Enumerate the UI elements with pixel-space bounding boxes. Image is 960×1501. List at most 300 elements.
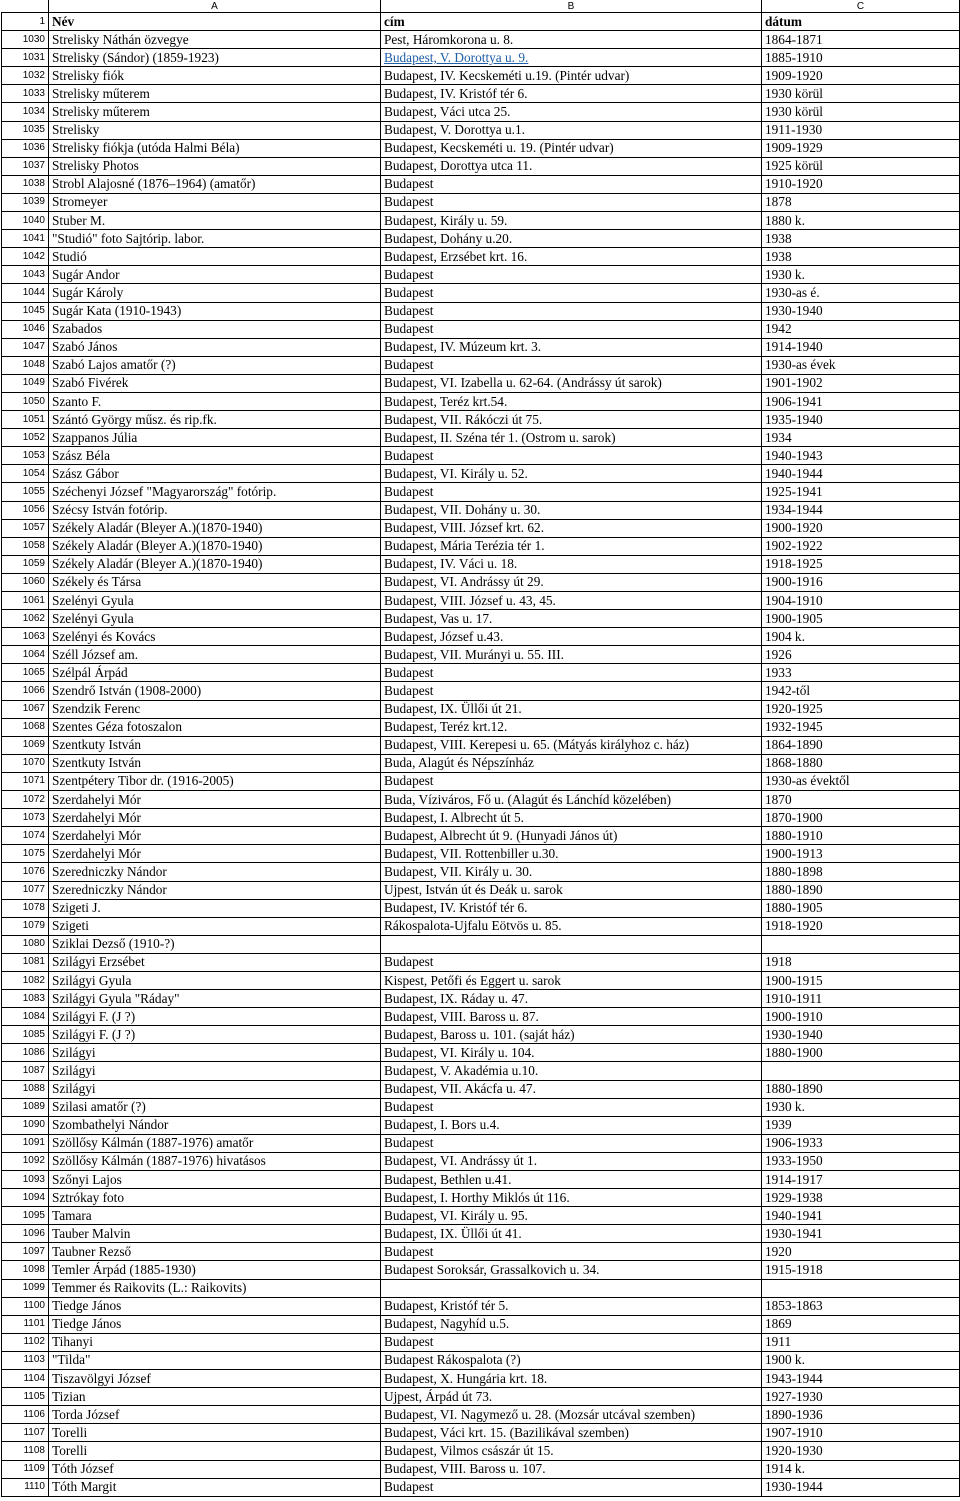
name-cell[interactable]: Széll József am.: [49, 646, 381, 664]
date-cell[interactable]: 1935-1940: [762, 411, 960, 429]
row-number[interactable]: 1033: [2, 85, 49, 103]
row-number[interactable]: 1064: [2, 646, 49, 664]
name-cell[interactable]: Szabó János: [49, 338, 381, 356]
row-number[interactable]: 1069: [2, 736, 49, 754]
date-cell[interactable]: 1900-1910: [762, 1008, 960, 1026]
address-cell[interactable]: Budapest, IV. Kristóf tér 6.: [381, 899, 762, 917]
name-cell[interactable]: Szanto F.: [49, 392, 381, 410]
address-cell[interactable]: Kispest, Petőfi és Eggert u. sarok: [381, 971, 762, 989]
name-cell[interactable]: Szeredniczky Nándor: [49, 863, 381, 881]
row-number[interactable]: 1106: [2, 1406, 49, 1424]
date-cell[interactable]: 1880-1905: [762, 899, 960, 917]
name-cell[interactable]: Széchenyi József "Magyarország" fotórip.: [49, 483, 381, 501]
date-cell[interactable]: 1930 körül: [762, 85, 960, 103]
address-cell[interactable]: Budapest, V. Dorottya u. 9.: [381, 49, 762, 67]
address-cell[interactable]: Budapest, VII. Dohány u. 30.: [381, 501, 762, 519]
address-cell[interactable]: Budapest: [381, 266, 762, 284]
address-cell[interactable]: Pest, Háromkorona u. 8.: [381, 31, 762, 49]
date-cell[interactable]: 1911-1930: [762, 121, 960, 139]
name-cell[interactable]: Tizian: [49, 1388, 381, 1406]
row-number[interactable]: 1044: [2, 284, 49, 302]
address-cell[interactable]: Budapest, Mária Terézia tér 1.: [381, 537, 762, 555]
date-cell[interactable]: 1853-1863: [762, 1297, 960, 1315]
name-cell[interactable]: Strobl Alajosné (1876–1964) (amatőr): [49, 175, 381, 193]
date-cell[interactable]: 1920-1925: [762, 700, 960, 718]
row-number[interactable]: 1097: [2, 1243, 49, 1261]
column-letter-c[interactable]: C: [762, 0, 960, 13]
date-cell[interactable]: 1868-1880: [762, 754, 960, 772]
row-number[interactable]: 1096: [2, 1225, 49, 1243]
address-cell[interactable]: Budapest, Nagyhíd u.5.: [381, 1315, 762, 1333]
date-cell[interactable]: 1880 k.: [762, 212, 960, 230]
name-cell[interactable]: Szilágyi Gyula "Ráday": [49, 990, 381, 1008]
date-cell[interactable]: [762, 1279, 960, 1297]
name-cell[interactable]: Szilágyi Erzsébet: [49, 953, 381, 971]
name-cell[interactable]: Szilágyi F. (J ?): [49, 1026, 381, 1044]
date-cell[interactable]: 1900-1905: [762, 610, 960, 628]
address-cell[interactable]: Budapest: [381, 1478, 762, 1496]
row-number[interactable]: 1043: [2, 266, 49, 284]
date-cell[interactable]: 1914-1917: [762, 1171, 960, 1189]
row-number[interactable]: 1091: [2, 1134, 49, 1152]
address-cell[interactable]: Budapest, Váci krt. 15. (Bazilikával szemben): [381, 1424, 762, 1442]
date-cell[interactable]: 1934-1944: [762, 501, 960, 519]
address-cell[interactable]: Budapest, VI. Király u. 95.: [381, 1207, 762, 1225]
address-cell[interactable]: Budapest, VII. Akácfa u. 47.: [381, 1080, 762, 1098]
row-number[interactable]: 1038: [2, 175, 49, 193]
name-cell[interactable]: Szerdahelyi Mór: [49, 791, 381, 809]
name-cell[interactable]: Strelisky műterem: [49, 103, 381, 121]
row-number[interactable]: 1054: [2, 465, 49, 483]
name-cell[interactable]: Szilágyi Gyula: [49, 971, 381, 989]
name-cell[interactable]: Szilágyi: [49, 1044, 381, 1062]
row-number[interactable]: 1070: [2, 754, 49, 772]
address-cell[interactable]: Budapest, VII. Rákóczi út 75.: [381, 411, 762, 429]
date-cell[interactable]: [762, 935, 960, 953]
row-number[interactable]: 1035: [2, 121, 49, 139]
name-cell[interactable]: Szilágyi: [49, 1080, 381, 1098]
row-number[interactable]: 1088: [2, 1080, 49, 1098]
name-cell[interactable]: "Studió" foto Sajtórip. labor.: [49, 230, 381, 248]
row-number[interactable]: 1042: [2, 248, 49, 266]
name-cell[interactable]: Szilágyi F. (J ?): [49, 1008, 381, 1026]
address-cell[interactable]: Budapest: [381, 284, 762, 302]
name-cell[interactable]: Szerdahelyi Mór: [49, 845, 381, 863]
address-cell[interactable]: Budapest, VIII. József u. 43, 45.: [381, 592, 762, 610]
name-cell[interactable]: Tóth Margit: [49, 1478, 381, 1496]
date-cell[interactable]: 1918-1925: [762, 555, 960, 573]
date-cell[interactable]: 1930-1941: [762, 1225, 960, 1243]
row-number[interactable]: 1058: [2, 537, 49, 555]
name-cell[interactable]: Tiedge János: [49, 1315, 381, 1333]
name-cell[interactable]: Szendzik Ferenc: [49, 700, 381, 718]
address-cell[interactable]: Budapest, IV. Múzeum krt. 3.: [381, 338, 762, 356]
date-cell[interactable]: 1906-1933: [762, 1134, 960, 1152]
address-cell[interactable]: Budapest, Király u. 59.: [381, 212, 762, 230]
name-cell[interactable]: Strelisky Náthán özvegye: [49, 31, 381, 49]
date-cell[interactable]: 1918: [762, 953, 960, 971]
address-cell[interactable]: Budapest, VIII. Baross u. 87.: [381, 1008, 762, 1026]
address-cell[interactable]: Budapest, Baross u. 101. (saját ház): [381, 1026, 762, 1044]
row-number[interactable]: 1101: [2, 1315, 49, 1333]
date-cell[interactable]: 1927-1930: [762, 1388, 960, 1406]
row-number[interactable]: 1099: [2, 1279, 49, 1297]
address-cell[interactable]: Budapest, IV. Kristóf tér 6.: [381, 85, 762, 103]
name-cell[interactable]: Szőnyi Lajos: [49, 1171, 381, 1189]
date-cell[interactable]: 1938: [762, 248, 960, 266]
address-cell[interactable]: Budapest: [381, 953, 762, 971]
date-cell[interactable]: 1901-1902: [762, 374, 960, 392]
row-number[interactable]: 1095: [2, 1207, 49, 1225]
date-cell[interactable]: 1942: [762, 320, 960, 338]
row-number[interactable]: 1090: [2, 1116, 49, 1134]
name-cell[interactable]: Székely Aladár (Bleyer A.)(1870-1940): [49, 519, 381, 537]
row-number[interactable]: 1110: [2, 1478, 49, 1496]
address-cell[interactable]: Budapest, I. Bors u.4.: [381, 1116, 762, 1134]
name-cell[interactable]: Temmer és Raikovits (L.: Raikovits): [49, 1279, 381, 1297]
date-cell[interactable]: 1864-1890: [762, 736, 960, 754]
row-number[interactable]: 1062: [2, 610, 49, 628]
row-number[interactable]: 1057: [2, 519, 49, 537]
name-cell[interactable]: Szécsy István fotórip.: [49, 501, 381, 519]
row-number[interactable]: 1030: [2, 31, 49, 49]
address-cell[interactable]: Budapest: [381, 1243, 762, 1261]
column-letter-b[interactable]: B: [381, 0, 762, 13]
row-number[interactable]: 1093: [2, 1171, 49, 1189]
name-cell[interactable]: Strelisky fiók: [49, 67, 381, 85]
date-cell[interactable]: 1880-1900: [762, 1044, 960, 1062]
name-cell[interactable]: Strelisky Photos: [49, 157, 381, 175]
name-cell[interactable]: Szerdahelyi Mór: [49, 809, 381, 827]
address-cell[interactable]: Budapest, Kristóf tér 5.: [381, 1297, 762, 1315]
name-cell[interactable]: Studió: [49, 248, 381, 266]
address-cell[interactable]: Budapest, VIII. Baross u. 107.: [381, 1460, 762, 1478]
header-date-cell[interactable]: dátum: [762, 13, 960, 31]
address-cell[interactable]: Budapest: [381, 447, 762, 465]
address-cell[interactable]: Budapest, VI. Andrássy út 29.: [381, 573, 762, 591]
name-cell[interactable]: Szappanos Júlia: [49, 429, 381, 447]
name-cell[interactable]: Tihanyi: [49, 1333, 381, 1351]
name-cell[interactable]: Szendrő István (1908-2000): [49, 682, 381, 700]
name-cell[interactable]: Sztrókay foto: [49, 1189, 381, 1207]
address-cell[interactable]: Budapest, Albrecht út 9. (Hunyadi János út): [381, 827, 762, 845]
row-number[interactable]: 1080: [2, 935, 49, 953]
address-cell[interactable]: Budapest, Vas u. 17.: [381, 610, 762, 628]
name-cell[interactable]: Szelényi Gyula: [49, 610, 381, 628]
date-cell[interactable]: 1925-1941: [762, 483, 960, 501]
name-cell[interactable]: Szelényi és Kovács: [49, 628, 381, 646]
address-cell[interactable]: Budapest, II. Széna tér 1. (Ostrom u. sarok): [381, 429, 762, 447]
address-cell[interactable]: Budapest, VIII. József krt. 62.: [381, 519, 762, 537]
row-number[interactable]: 1040: [2, 212, 49, 230]
address-cell[interactable]: Buda, Alagút és Népszínház: [381, 754, 762, 772]
row-number[interactable]: 1063: [2, 628, 49, 646]
date-cell[interactable]: 1878: [762, 193, 960, 211]
row-number[interactable]: 1109: [2, 1460, 49, 1478]
row-number[interactable]: 1100: [2, 1297, 49, 1315]
address-cell[interactable]: Budapest, Dorottya utca 11.: [381, 157, 762, 175]
name-cell[interactable]: Szerdahelyi Mór: [49, 827, 381, 845]
name-cell[interactable]: Sugár Kata (1910-1943): [49, 302, 381, 320]
name-cell[interactable]: Szombathelyi Nándor: [49, 1116, 381, 1134]
address-cell[interactable]: Budapest: [381, 356, 762, 374]
name-cell[interactable]: Tóth József: [49, 1460, 381, 1478]
date-cell[interactable]: 1900-1915: [762, 971, 960, 989]
address-cell[interactable]: Budapest, I. Albrecht út 5.: [381, 809, 762, 827]
address-cell[interactable]: Budapest, Váci utca 25.: [381, 103, 762, 121]
address-cell[interactable]: Budapest: [381, 772, 762, 790]
date-cell[interactable]: 1900-1913: [762, 845, 960, 863]
row-number[interactable]: 1061: [2, 592, 49, 610]
name-cell[interactable]: Szabados: [49, 320, 381, 338]
date-cell[interactable]: 1907-1910: [762, 1424, 960, 1442]
name-cell[interactable]: Tauber Malvin: [49, 1225, 381, 1243]
address-cell[interactable]: Budapest, VI. Nagymező u. 28. (Mozsár utcával szemben): [381, 1406, 762, 1424]
name-cell[interactable]: Szilágyi: [49, 1062, 381, 1080]
row-number[interactable]: 1103: [2, 1351, 49, 1369]
row-number[interactable]: 1041: [2, 230, 49, 248]
date-cell[interactable]: 1880-1890: [762, 1080, 960, 1098]
address-cell[interactable]: Budapest, VII. Murányi u. 55. III.: [381, 646, 762, 664]
row-number[interactable]: 1067: [2, 700, 49, 718]
date-cell[interactable]: 1915-1918: [762, 1261, 960, 1279]
name-cell[interactable]: Szilasi amatőr (?): [49, 1098, 381, 1116]
date-cell[interactable]: 1870-1900: [762, 809, 960, 827]
row-number[interactable]: 1031: [2, 49, 49, 67]
date-cell[interactable]: 1900-1920: [762, 519, 960, 537]
name-cell[interactable]: Strelisky (Sándor) (1859-1923): [49, 49, 381, 67]
row-number[interactable]: 1048: [2, 356, 49, 374]
date-cell[interactable]: 1900 k.: [762, 1351, 960, 1369]
date-cell[interactable]: 1929-1938: [762, 1189, 960, 1207]
name-cell[interactable]: Szántó György műsz. és rip.fk.: [49, 411, 381, 429]
name-cell[interactable]: Tiszavölgyi József: [49, 1370, 381, 1388]
date-cell[interactable]: 1906-1941: [762, 392, 960, 410]
date-cell[interactable]: 1930-1940: [762, 1026, 960, 1044]
address-cell[interactable]: Budapest, Teréz krt.54.: [381, 392, 762, 410]
date-cell[interactable]: 1870: [762, 791, 960, 809]
name-cell[interactable]: Tiedge János: [49, 1297, 381, 1315]
row-number[interactable]: 1084: [2, 1008, 49, 1026]
date-cell[interactable]: 1930 körül: [762, 103, 960, 121]
address-cell[interactable]: Budapest: [381, 664, 762, 682]
address-cell[interactable]: Budapest, IX. Üllői út 41.: [381, 1225, 762, 1243]
date-cell[interactable]: 1940-1944: [762, 465, 960, 483]
row-number[interactable]: 1107: [2, 1424, 49, 1442]
date-cell[interactable]: 1938: [762, 230, 960, 248]
name-cell[interactable]: Szelényi Gyula: [49, 592, 381, 610]
date-cell[interactable]: [762, 1062, 960, 1080]
date-cell[interactable]: 1930-1940: [762, 302, 960, 320]
date-cell[interactable]: 1902-1922: [762, 537, 960, 555]
row-number[interactable]: 1073: [2, 809, 49, 827]
name-cell[interactable]: Szász Béla: [49, 447, 381, 465]
row-number[interactable]: 1039: [2, 193, 49, 211]
row-number[interactable]: 1076: [2, 863, 49, 881]
row-number[interactable]: 1092: [2, 1152, 49, 1170]
date-cell[interactable]: 1940-1941: [762, 1207, 960, 1225]
date-cell[interactable]: 1920-1930: [762, 1442, 960, 1460]
date-cell[interactable]: 1904 k.: [762, 628, 960, 646]
name-cell[interactable]: Szentpétery Tibor dr. (1916-2005): [49, 772, 381, 790]
address-cell[interactable]: Budapest, VI. Király u. 52.: [381, 465, 762, 483]
address-cell[interactable]: Budapest: [381, 1134, 762, 1152]
name-cell[interactable]: Taubner Rezső: [49, 1243, 381, 1261]
row-number[interactable]: 1059: [2, 555, 49, 573]
name-cell[interactable]: Szász Gábor: [49, 465, 381, 483]
row-number[interactable]: 1098: [2, 1261, 49, 1279]
corner-cell[interactable]: [2, 0, 49, 13]
row-number[interactable]: 1079: [2, 917, 49, 935]
address-cell[interactable]: Budapest, Kecskeméti u. 19. (Pintér udvar): [381, 139, 762, 157]
address-cell[interactable]: Budapest, X. Hungária krt. 18.: [381, 1370, 762, 1388]
date-cell[interactable]: 1930 k.: [762, 266, 960, 284]
address-cell[interactable]: Budapest, IV. Kecskeméti u.19. (Pintér udvar): [381, 67, 762, 85]
row-number[interactable]: 1078: [2, 899, 49, 917]
address-cell[interactable]: Budapest, József u.43.: [381, 628, 762, 646]
name-cell[interactable]: Szöllősy Kálmán (1887-1976) amatőr: [49, 1134, 381, 1152]
row-number[interactable]: 1075: [2, 845, 49, 863]
name-cell[interactable]: Szigeti: [49, 917, 381, 935]
address-cell[interactable]: Budapest: [381, 302, 762, 320]
row-number[interactable]: 1108: [2, 1442, 49, 1460]
address-cell[interactable]: Budapest: [381, 682, 762, 700]
date-cell[interactable]: 1943-1944: [762, 1370, 960, 1388]
date-cell[interactable]: 1910-1920: [762, 175, 960, 193]
row-number[interactable]: 1050: [2, 392, 49, 410]
row-number[interactable]: 1066: [2, 682, 49, 700]
row-number[interactable]: 1086: [2, 1044, 49, 1062]
address-cell[interactable]: Budapest, Vilmos császár út 15.: [381, 1442, 762, 1460]
row-number[interactable]: 1045: [2, 302, 49, 320]
name-cell[interactable]: Sugár Károly: [49, 284, 381, 302]
address-cell[interactable]: [381, 935, 762, 953]
address-cell[interactable]: Budapest, VI. Andrássy út 1.: [381, 1152, 762, 1170]
row-number[interactable]: 1094: [2, 1189, 49, 1207]
name-cell[interactable]: Strelisky műterem: [49, 85, 381, 103]
date-cell[interactable]: 1890-1936: [762, 1406, 960, 1424]
row-number[interactable]: 1085: [2, 1026, 49, 1044]
date-cell[interactable]: 1880-1890: [762, 881, 960, 899]
date-cell[interactable]: 1933: [762, 664, 960, 682]
row-number[interactable]: 1032: [2, 67, 49, 85]
row-number[interactable]: 1104: [2, 1370, 49, 1388]
row-number[interactable]: 1046: [2, 320, 49, 338]
row-number[interactable]: 1051: [2, 411, 49, 429]
row-number[interactable]: 1068: [2, 718, 49, 736]
row-number[interactable]: 1036: [2, 139, 49, 157]
row-number[interactable]: 1072: [2, 791, 49, 809]
name-cell[interactable]: Szabó Fivérek: [49, 374, 381, 392]
date-cell[interactable]: 1914 k.: [762, 1460, 960, 1478]
address-cell[interactable]: Budapest, Erzsébet krt. 16.: [381, 248, 762, 266]
name-cell[interactable]: Temler Árpád (1885-1930): [49, 1261, 381, 1279]
row-number[interactable]: 1074: [2, 827, 49, 845]
name-cell[interactable]: Tamara: [49, 1207, 381, 1225]
address-cell[interactable]: Budapest, Dohány u.20.: [381, 230, 762, 248]
row-number[interactable]: 1087: [2, 1062, 49, 1080]
address-cell[interactable]: Budapest, VII. Rottenbiller u.30.: [381, 845, 762, 863]
date-cell[interactable]: 1920: [762, 1243, 960, 1261]
name-cell[interactable]: Szabó Lajos amatőr (?): [49, 356, 381, 374]
address-cell[interactable]: Budapest, IX. Ráday u. 47.: [381, 990, 762, 1008]
date-cell[interactable]: 1930-1944: [762, 1478, 960, 1496]
address-cell[interactable]: Budapest: [381, 483, 762, 501]
date-cell[interactable]: 1900-1916: [762, 573, 960, 591]
row-number[interactable]: 1083: [2, 990, 49, 1008]
name-cell[interactable]: Székely és Társa: [49, 573, 381, 591]
address-cell[interactable]: Budapest: [381, 175, 762, 193]
date-cell[interactable]: 1885-1910: [762, 49, 960, 67]
date-cell[interactable]: 1904-1910: [762, 592, 960, 610]
date-cell[interactable]: 1864-1871: [762, 31, 960, 49]
address-cell[interactable]: Budapest: [381, 1333, 762, 1351]
address-cell[interactable]: Budapest: [381, 1098, 762, 1116]
name-cell[interactable]: Torelli: [49, 1424, 381, 1442]
date-cell[interactable]: 1911: [762, 1333, 960, 1351]
row-number[interactable]: 1065: [2, 664, 49, 682]
row-number[interactable]: 1081: [2, 953, 49, 971]
date-cell[interactable]: 1918-1920: [762, 917, 960, 935]
date-cell[interactable]: 1869: [762, 1315, 960, 1333]
row-number[interactable]: 1105: [2, 1388, 49, 1406]
row-number[interactable]: 1: [2, 13, 49, 31]
row-number[interactable]: 1071: [2, 772, 49, 790]
name-cell[interactable]: Székely Aladár (Bleyer A.)(1870-1940): [49, 537, 381, 555]
name-cell[interactable]: Szigeti J.: [49, 899, 381, 917]
address-cell[interactable]: Budapest: [381, 193, 762, 211]
name-cell[interactable]: Szentkuty István: [49, 754, 381, 772]
date-cell[interactable]: 1933-1950: [762, 1152, 960, 1170]
row-number[interactable]: 1077: [2, 881, 49, 899]
name-cell[interactable]: Szeredniczky Nándor: [49, 881, 381, 899]
date-cell[interactable]: 1909-1920: [762, 67, 960, 85]
name-cell[interactable]: Székely Aladár (Bleyer A.)(1870-1940): [49, 555, 381, 573]
address-cell[interactable]: Ujpest, Árpád út 73.: [381, 1388, 762, 1406]
name-cell[interactable]: Stromeyer: [49, 193, 381, 211]
name-cell[interactable]: Sziklai Dezső (1910-?): [49, 935, 381, 953]
address-cell[interactable]: Budapest, VI. Izabella u. 62-64. (Andrássy út sarok): [381, 374, 762, 392]
name-cell[interactable]: Szentkuty István: [49, 736, 381, 754]
date-cell[interactable]: 1930-as é.: [762, 284, 960, 302]
date-cell[interactable]: 1940-1943: [762, 447, 960, 465]
address-cell[interactable]: Budapest, VIII. Kerepesi u. 65. (Mátyás királyhoz c. ház): [381, 736, 762, 754]
name-cell[interactable]: "Tilda": [49, 1351, 381, 1369]
address-cell[interactable]: Budapest, Teréz krt.12.: [381, 718, 762, 736]
date-cell[interactable]: 1930-as évektől: [762, 772, 960, 790]
address-cell[interactable]: [381, 1279, 762, 1297]
address-cell[interactable]: Budapest, VII. Király u. 30.: [381, 863, 762, 881]
row-number[interactable]: 1034: [2, 103, 49, 121]
date-cell[interactable]: 1880-1898: [762, 863, 960, 881]
row-number[interactable]: 1082: [2, 971, 49, 989]
row-number[interactable]: 1102: [2, 1333, 49, 1351]
address-cell[interactable]: Budapest Rákospalota (?): [381, 1351, 762, 1369]
date-cell[interactable]: 1932-1945: [762, 718, 960, 736]
date-cell[interactable]: 1939: [762, 1116, 960, 1134]
address-cell[interactable]: Buda, Víziváros, Fő u. (Alagút és Lánchíd közelében): [381, 791, 762, 809]
date-cell[interactable]: 1930 k.: [762, 1098, 960, 1116]
date-cell[interactable]: 1926: [762, 646, 960, 664]
address-cell[interactable]: Budapest: [381, 320, 762, 338]
address-cell[interactable]: Budapest, I. Horthy Miklós út 116.: [381, 1189, 762, 1207]
date-cell[interactable]: 1930-as évek: [762, 356, 960, 374]
name-cell[interactable]: Torda József: [49, 1406, 381, 1424]
date-cell[interactable]: 1909-1929: [762, 139, 960, 157]
address-cell[interactable]: Budapest, V. Akadémia u.10.: [381, 1062, 762, 1080]
name-cell[interactable]: Torelli: [49, 1442, 381, 1460]
address-cell[interactable]: Rákospalota-Ujfalu Eötvös u. 85.: [381, 917, 762, 935]
